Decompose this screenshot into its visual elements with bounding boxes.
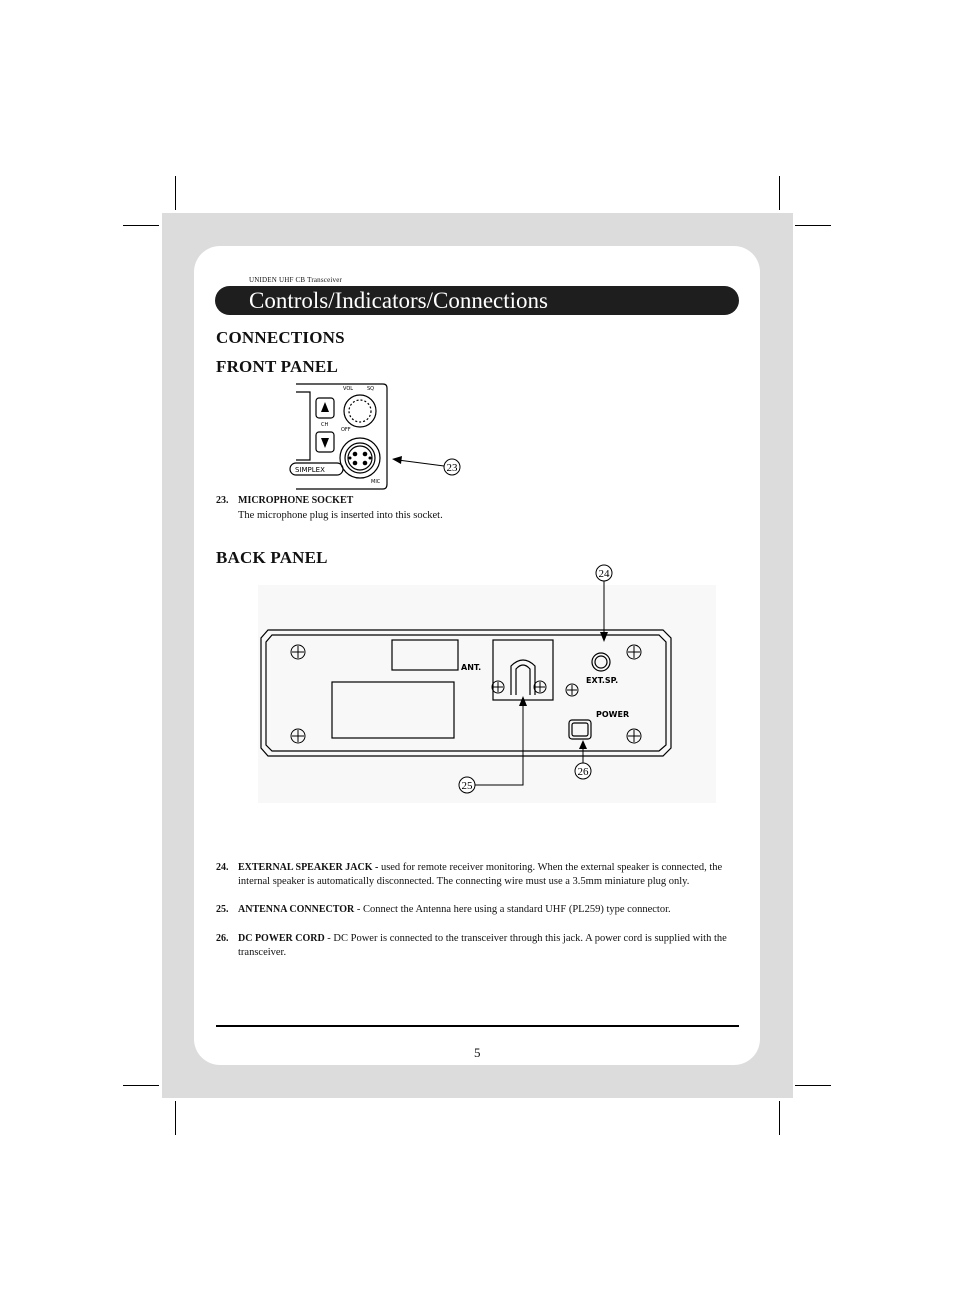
back-label-ext-sp: EXT.SP. — [586, 676, 619, 685]
page-title: Controls/Indicators/Connections — [249, 288, 548, 313]
front-panel-diagram — [280, 378, 470, 494]
callout-23: 23 — [446, 462, 458, 474]
section-heading-connections: CONNECTIONS — [216, 328, 345, 347]
item-external-speaker-jack — [238, 861, 750, 888]
title-bar — [215, 286, 739, 315]
callout-25: 25 — [461, 780, 473, 792]
back-label-power: POWER — [596, 710, 630, 719]
item-number: 25. — [216, 904, 229, 915]
footer-rule — [216, 1025, 739, 1027]
front-label-sq: SQ — [367, 386, 375, 392]
crop-mark — [175, 1101, 176, 1135]
item-number: 24. — [216, 862, 229, 873]
item-title-external-speaker-jack: EXTERNAL SPEAKER JACK - — [238, 862, 379, 873]
callout-26: 26 — [577, 766, 589, 778]
item-title-microphone-socket: MICROPHONE SOCKET — [238, 495, 354, 506]
item-dc-power-cord — [238, 932, 750, 959]
front-label-off: OFF — [341, 427, 351, 433]
item-desc-microphone-socket: The microphone plug is inserted into this socket. — [238, 510, 443, 521]
item-desc-external-speaker-jack: used for remote receiver monitoring. When the external speaker is connected, the internal speaker is automatically disconnected. The connecting wire must use a 3.5mm miniature plug only. — [238, 862, 723, 887]
crop-mark — [795, 225, 831, 226]
front-label-ch: CH — [321, 422, 329, 428]
item-desc-antenna-connector: - Connect the Antenna here using a standard UHF (PL259) type connector. — [354, 904, 671, 915]
crop-mark — [779, 176, 780, 210]
item-title-dc-power-cord: DC POWER CORD — [238, 933, 325, 944]
crop-mark — [123, 225, 159, 226]
page-number: 5 — [474, 1045, 481, 1060]
callout-24: 24 — [598, 568, 610, 580]
item-antenna-connector — [238, 903, 750, 917]
section-heading-back-panel: BACK PANEL — [216, 548, 328, 567]
front-label-mic: MIC — [371, 479, 381, 485]
crop-mark — [123, 1085, 159, 1086]
crop-mark — [175, 176, 176, 210]
crop-mark — [795, 1085, 831, 1086]
item-title-antenna-connector: ANTENNA CONNECTOR — [238, 904, 355, 915]
item-number: 26. — [216, 933, 229, 944]
back-label-ant: ANT. — [461, 663, 482, 672]
front-label-simplex: SIMPLEX — [295, 466, 325, 474]
back-panel-diagram — [258, 560, 720, 805]
section-heading-front-panel: FRONT PANEL — [216, 357, 338, 376]
crop-mark — [779, 1101, 780, 1135]
front-label-vol: VOL — [343, 386, 354, 392]
item-desc-dc-power-cord: - DC Power is connected to the transceiver through this jack. A power cord is supplied with the transceiver. — [238, 933, 727, 958]
item-number: 23. — [216, 495, 229, 506]
running-header: UNIDEN UHF CB Transceiver — [249, 276, 343, 284]
